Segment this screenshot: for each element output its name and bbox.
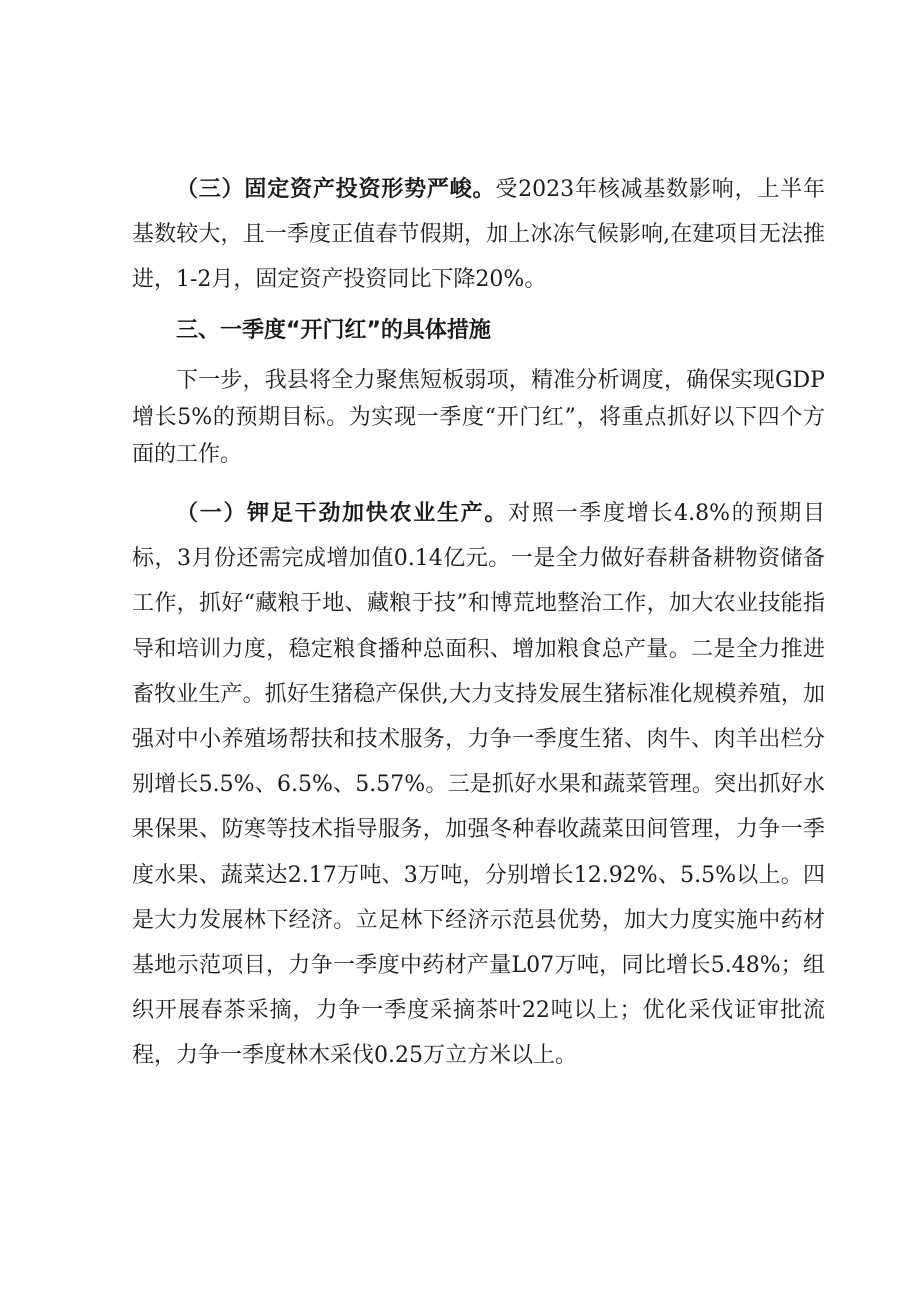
paragraph-intro: 下一步，我县将全力聚焦短板弱项，精准分析调度，确保实现GDP增长5%的预期目标。为实现一季度“开门红”，将重点抓好以下四个方面的工作。: [132, 368, 825, 467]
section-heading: 三、一季度“开门红”的具体措施: [176, 318, 491, 343]
paragraph-body: 对照一季度增长4.8%的预期目标，3月份还需完成增加值0.14亿元。一是全力做好春耕备耕物资储备工作，抓好“藏粮于地、藏粮于技”和博荒地整治工作，加大农业技能指导和培训力度，稳定粮食播种总面积、增加粮食总产量。二是全力推进畜牧业生产。抓好生猪稳产保供,大力支持发展生猪标准化规模养殖，加强对中小养殖场帮扶和技术服务，力争一季度生猪、肉牛、肉羊出栏分别增长5.5%、6.5%、5.57%。三是抓好水果和蔬菜管理。突出抓好水果保果、防寒等技术指导服务，加强冬种春收蔬菜田间管理，力争一季度水果、蔬菜达2.17万吨、3万吨，分别增长12.92%、5.5%以上。四是大力发展林下经济。立足林下经济示范县优势，加大力度实施中药材基地示范项目，力争一季度中药材产量L07万吨，同比增长5.48%；组织开展春茶采摘，力争一季度采摘茶叶22吨以上；优化采伐证审批流程，力争一季度林木采伐0.25万立方米以上。: [132, 501, 825, 1069]
paragraph-lead: （一）钾足干劲加快农业生产。: [176, 501, 509, 526]
paragraph-agriculture-measure: [132, 491, 825, 1079]
paragraph-lead: （三）固定资产投资形势严峻。: [176, 177, 496, 202]
paragraph-fixed-asset-investment: [132, 167, 825, 302]
paragraph-body: 受2023年核减基数影响，上半年基数较大，且一季度正值春节假期，加上冰冻气候影响,在建项目无法推进，1-2月，固定资产投资同比下降20%。: [132, 177, 825, 292]
